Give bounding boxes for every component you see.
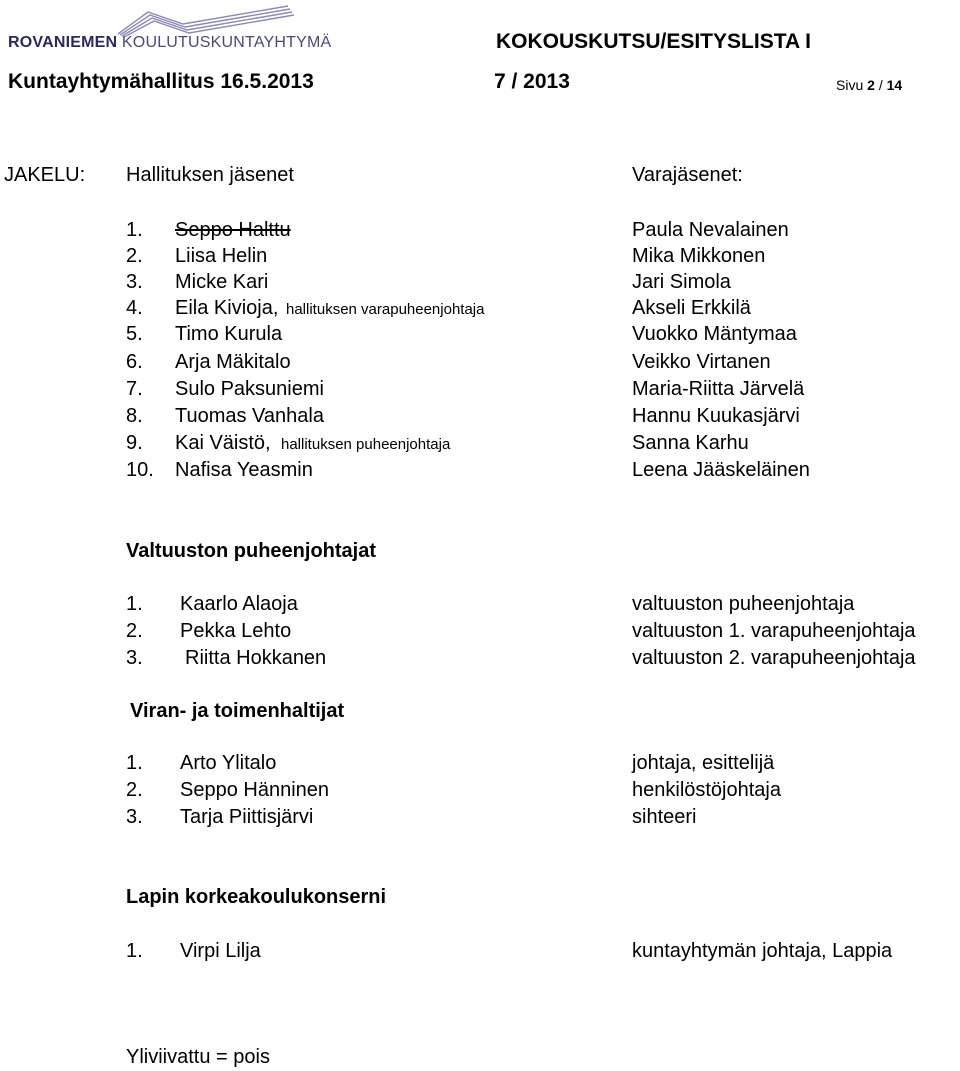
deputy-name: Leena Jääskeläinen [632, 459, 810, 481]
official-number: 3. [126, 806, 143, 828]
official-name: Tarja Piittisjärvi [180, 806, 314, 828]
meeting-number: 7 / 2013 [494, 70, 570, 93]
member-number: 7. [126, 378, 143, 400]
page-label: Sivu [836, 77, 864, 93]
member-name: Sulo Paksuniemi [175, 378, 324, 400]
deputies-heading: Varajäsenet: [632, 164, 743, 186]
member-name: Nafisa Yeasmin [175, 459, 313, 481]
logo-text-bold: ROVANIEMEN [8, 34, 118, 51]
distribution-label: JAKELU: [4, 164, 86, 186]
member-role: hallituksen puheenjohtaja [281, 436, 451, 453]
member-number: 1. [126, 219, 143, 241]
lapland-number: 1. [126, 940, 143, 962]
chair-role: valtuuston puheenjohtaja [632, 593, 855, 615]
logo-stripes-icon [108, 4, 308, 38]
member-number: 4. [126, 297, 143, 319]
organization-logo [8, 4, 358, 56]
logo-text [8, 34, 331, 52]
official-role: johtaja, esittelijä [632, 752, 775, 774]
deputy-name: Akseli Erkkilä [632, 297, 751, 319]
deputy-name: Jari Simola [632, 271, 731, 293]
member-name: Eila Kivioja, [175, 297, 279, 319]
deputy-name: Paula Nevalainen [632, 219, 789, 241]
chair-number: 2. [126, 620, 143, 642]
chair-role: valtuuston 1. varapuheenjohtaja [632, 620, 916, 642]
lapland-role: kuntayhtymän johtaja, Lappia [632, 940, 893, 962]
member-number: 2. [126, 245, 143, 267]
deputy-name: Veikko Virtanen [632, 351, 771, 373]
chair-number: 3. [126, 647, 143, 669]
page-indicator [836, 77, 902, 93]
member-role: hallituksen varapuheenjohtaja [286, 301, 485, 318]
page-separator: / [878, 77, 883, 93]
member-number: 3. [126, 271, 143, 293]
logo-text-light: KOULUTUSKUNTAYHTYMÄ [121, 34, 332, 51]
chair-role: valtuuston 2. varapuheenjohtaja [632, 647, 916, 669]
official-role: henkilöstöjohtaja [632, 779, 781, 801]
board-meeting-title: Kuntayhtymähallitus 16.5.2013 [8, 70, 314, 93]
member-name: Liisa Helin [175, 245, 268, 267]
member-name: Timo Kurula [175, 323, 283, 345]
deputy-name: Maria-Riitta Järvelä [632, 378, 805, 400]
chair-name: Pekka Lehto [180, 620, 292, 642]
members-heading: Hallituksen jäsenet [126, 164, 294, 186]
member-name: Kai Väistö, [175, 432, 271, 454]
chair-name: Kaarlo Alaoja [180, 593, 298, 615]
member-name-struck: Seppo Halttu [175, 219, 291, 241]
member-number: 6. [126, 351, 143, 373]
deputy-name: Sanna Karhu [632, 432, 749, 454]
deputy-name: Hannu Kuukasjärvi [632, 405, 800, 427]
page-current: 2 [867, 77, 875, 93]
council-chairs-heading: Valtuuston puheenjohtajat [126, 540, 377, 562]
official-name: Arto Ylitalo [180, 752, 277, 774]
strikethrough-legend: Yliviivattu = pois [126, 1046, 270, 1068]
member-number: 5. [126, 323, 143, 345]
member-number: 8. [126, 405, 143, 427]
member-name: Arja Mäkitalo [175, 351, 291, 373]
officials-heading: Viran- ja toimenhaltijat [130, 700, 345, 722]
official-name: Seppo Hänninen [180, 779, 330, 801]
member-number: 9. [126, 432, 143, 454]
deputy-name: Mika Mikkonen [632, 245, 766, 267]
official-role: sihteeri [632, 806, 697, 828]
member-name: Tuomas Vanhala [175, 405, 324, 427]
chair-name: Riitta Hokkanen [185, 647, 327, 669]
lapland-heading: Lapin korkeakoulukonserni [126, 886, 387, 908]
official-number: 1. [126, 752, 143, 774]
deputy-name: Vuokko Mäntymaa [632, 323, 797, 345]
member-name: Micke Kari [175, 271, 269, 293]
page-total: 14 [886, 77, 903, 93]
chair-number: 1. [126, 593, 143, 615]
lapland-name: Virpi Lilja [180, 940, 261, 962]
official-number: 2. [126, 779, 143, 801]
document-type: KOKOUSKUTSU/ESITYSLISTA I [496, 30, 812, 53]
member-number: 10. [126, 459, 154, 481]
